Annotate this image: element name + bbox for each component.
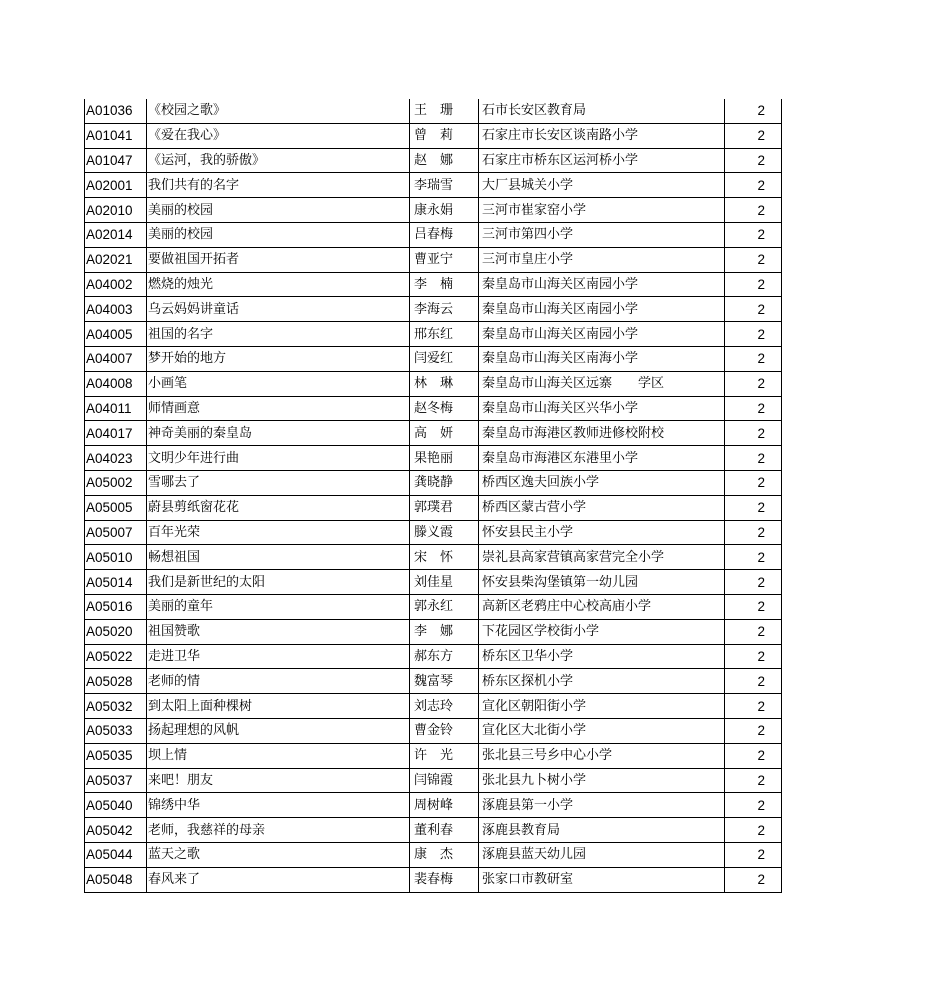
entry-author-cell: 龚晓静 (410, 470, 479, 495)
entry-unit-cell: 桥东区卫华小学 (479, 644, 725, 669)
table-row (85, 123, 782, 148)
table-row (85, 148, 782, 173)
entry-count-cell: 2 (725, 594, 782, 619)
entry-unit-cell: 宣化区朝阳街小学 (479, 694, 725, 719)
entry-author-cell: 周树峰 (410, 793, 479, 818)
entry-title-cell: 春风来了 (147, 867, 410, 892)
entry-code-cell: A05020 (85, 619, 147, 644)
entry-author-cell: 曹亚宁 (410, 247, 479, 272)
table-row (85, 718, 782, 743)
entry-unit-cell: 秦皇岛市山海关区南园小学 (479, 297, 725, 322)
entry-title-cell: 百年光荣 (147, 520, 410, 545)
entry-unit-cell: 秦皇岛市山海关区远寨 学区 (479, 371, 725, 396)
entry-title-cell: 乌云妈妈讲童话 (147, 297, 410, 322)
entry-count-cell: 2 (725, 371, 782, 396)
entry-code-cell: A05044 (85, 842, 147, 867)
entry-count-cell: 2 (725, 247, 782, 272)
entry-count-cell: 2 (725, 718, 782, 743)
entry-code-cell: A05032 (85, 694, 147, 719)
entry-count-cell: 2 (725, 842, 782, 867)
entry-author-cell: 裴春梅 (410, 867, 479, 892)
entry-title-cell: 神奇美丽的秦皇岛 (147, 421, 410, 446)
entry-author-cell: 康永娟 (410, 198, 479, 223)
entry-code-cell: A05022 (85, 644, 147, 669)
table-row (85, 322, 782, 347)
entry-code-cell: A05016 (85, 594, 147, 619)
entry-unit-cell: 涿鹿县教育局 (479, 818, 725, 843)
entry-title-cell: 坝上情 (147, 743, 410, 768)
entry-unit-cell: 三河市崔家窑小学 (479, 198, 725, 223)
table-row (85, 421, 782, 446)
entry-count-cell: 2 (725, 545, 782, 570)
table-row (85, 768, 782, 793)
entry-count-cell: 2 (725, 793, 782, 818)
entry-title-cell: 美丽的校园 (147, 222, 410, 247)
entry-title-cell: 美丽的童年 (147, 594, 410, 619)
entry-title-cell: 文明少年进行曲 (147, 446, 410, 471)
entry-title-cell: 《运河，我的骄傲》 (147, 148, 410, 173)
entry-author-cell: 许 光 (410, 743, 479, 768)
entry-code-cell: A01041 (85, 123, 147, 148)
entry-unit-cell: 秦皇岛市海港区东港里小学 (479, 446, 725, 471)
table-row (85, 446, 782, 471)
entry-author-cell: 林 琳 (410, 371, 479, 396)
entry-title-cell: 祖国的名字 (147, 322, 410, 347)
table-row (85, 842, 782, 867)
entry-title-cell: 老师，我慈祥的母亲 (147, 818, 410, 843)
entry-unit-cell: 秦皇岛市海港区教师进修校附校 (479, 421, 725, 446)
entry-title-cell: 畅想祖国 (147, 545, 410, 570)
entry-unit-cell: 怀安县柴沟堡镇第一幼儿园 (479, 570, 725, 595)
entry-unit-cell: 桥西区蒙古营小学 (479, 495, 725, 520)
entry-unit-cell: 涿鹿县蓝天幼儿园 (479, 842, 725, 867)
entry-count-cell: 2 (725, 867, 782, 892)
entry-title-cell: 到太阳上面种棵树 (147, 694, 410, 719)
entry-author-cell: 李瑞雪 (410, 173, 479, 198)
entry-author-cell: 李海云 (410, 297, 479, 322)
entry-unit-cell: 怀安县民主小学 (479, 520, 725, 545)
entry-count-cell: 2 (725, 346, 782, 371)
entry-title-cell: 锦绣中华 (147, 793, 410, 818)
table-row (85, 570, 782, 595)
entry-unit-cell: 下花园区学校街小学 (479, 619, 725, 644)
entry-author-cell: 高 妍 (410, 421, 479, 446)
entry-count-cell: 2 (725, 222, 782, 247)
table-row (85, 198, 782, 223)
entry-unit-cell: 宣化区大北街小学 (479, 718, 725, 743)
entry-author-cell: 吕春梅 (410, 222, 479, 247)
entries-table (84, 99, 782, 893)
entry-unit-cell: 秦皇岛市山海关区南园小学 (479, 272, 725, 297)
table-row (85, 545, 782, 570)
entry-count-cell: 2 (725, 669, 782, 694)
table-row (85, 669, 782, 694)
entry-count-cell: 2 (725, 446, 782, 471)
entry-count-cell: 2 (725, 818, 782, 843)
entry-unit-cell: 桥西区逸夫回族小学 (479, 470, 725, 495)
entry-author-cell: 赵冬梅 (410, 396, 479, 421)
entry-title-cell: 我们是新世纪的太阳 (147, 570, 410, 595)
table-row (85, 694, 782, 719)
entry-author-cell: 魏富琴 (410, 669, 479, 694)
entry-author-cell: 王 珊 (410, 99, 479, 123)
entry-author-cell: 闫爱红 (410, 346, 479, 371)
table-row (85, 396, 782, 421)
table-row (85, 495, 782, 520)
entry-count-cell: 2 (725, 470, 782, 495)
entry-code-cell: A01047 (85, 148, 147, 173)
entry-title-cell: 小画笔 (147, 371, 410, 396)
entry-title-cell: 扬起理想的风帆 (147, 718, 410, 743)
entry-count-cell: 2 (725, 123, 782, 148)
entry-code-cell: A04011 (85, 396, 147, 421)
entry-author-cell: 郝东方 (410, 644, 479, 669)
table-row (85, 346, 782, 371)
table-row (85, 272, 782, 297)
entry-code-cell: A05042 (85, 818, 147, 843)
entry-title-cell: 蔚县剪纸窗花花 (147, 495, 410, 520)
entry-title-cell: 祖国赞歌 (147, 619, 410, 644)
entry-author-cell: 宋 怀 (410, 545, 479, 570)
table-row (85, 594, 782, 619)
entry-title-cell: 美丽的校园 (147, 198, 410, 223)
entry-code-cell: A04002 (85, 272, 147, 297)
entry-count-cell: 2 (725, 396, 782, 421)
table-row (85, 173, 782, 198)
entry-count-cell: 2 (725, 743, 782, 768)
entry-count-cell: 2 (725, 198, 782, 223)
entry-author-cell: 赵 娜 (410, 148, 479, 173)
entry-author-cell: 郭永红 (410, 594, 479, 619)
entry-author-cell: 果艳丽 (410, 446, 479, 471)
entry-code-cell: A05014 (85, 570, 147, 595)
entry-unit-cell: 张家口市教研室 (479, 867, 725, 892)
entry-code-cell: A02021 (85, 247, 147, 272)
entry-author-cell: 李 娜 (410, 619, 479, 644)
entry-count-cell: 2 (725, 694, 782, 719)
entry-title-cell: 雪哪去了 (147, 470, 410, 495)
entry-unit-cell: 崇礼县高家营镇高家营完全小学 (479, 545, 725, 570)
entry-count-cell: 2 (725, 322, 782, 347)
entry-title-cell: 燃烧的烛光 (147, 272, 410, 297)
entry-code-cell: A04005 (85, 322, 147, 347)
table-row (85, 818, 782, 843)
entry-code-cell: A04017 (85, 421, 147, 446)
entry-code-cell: A05037 (85, 768, 147, 793)
entry-title-cell: 老师的情 (147, 669, 410, 694)
table-row (85, 743, 782, 768)
entry-unit-cell: 大厂县城关小学 (479, 173, 725, 198)
entry-code-cell: A05033 (85, 718, 147, 743)
table-row (85, 793, 782, 818)
entry-unit-cell: 秦皇岛市山海关区兴华小学 (479, 396, 725, 421)
table-row (85, 371, 782, 396)
entry-code-cell: A05010 (85, 545, 147, 570)
entry-count-cell: 2 (725, 272, 782, 297)
entries-table-body (85, 99, 782, 892)
entry-author-cell: 李 楠 (410, 272, 479, 297)
entry-count-cell: 2 (725, 421, 782, 446)
entry-unit-cell: 石家庄市桥东区运河桥小学 (479, 148, 725, 173)
entry-count-cell: 2 (725, 99, 782, 123)
entry-author-cell: 曾 莉 (410, 123, 479, 148)
entry-title-cell: 师情画意 (147, 396, 410, 421)
entry-author-cell: 曹金铃 (410, 718, 479, 743)
entry-code-cell: A05035 (85, 743, 147, 768)
entry-author-cell: 郭璞君 (410, 495, 479, 520)
table-row (85, 867, 782, 892)
entry-count-cell: 2 (725, 495, 782, 520)
table-row (85, 99, 782, 123)
entry-code-cell: A04003 (85, 297, 147, 322)
entry-title-cell: 梦开始的地方 (147, 346, 410, 371)
entry-unit-cell: 石家庄市长安区谈南路小学 (479, 123, 725, 148)
entry-count-cell: 2 (725, 520, 782, 545)
table-row (85, 619, 782, 644)
entry-author-cell: 邢东红 (410, 322, 479, 347)
entry-count-cell: 2 (725, 570, 782, 595)
entry-count-cell: 2 (725, 148, 782, 173)
entry-code-cell: A02001 (85, 173, 147, 198)
entry-code-cell: A05028 (85, 669, 147, 694)
entry-unit-cell: 桥东区探机小学 (479, 669, 725, 694)
entry-author-cell: 闫锦霞 (410, 768, 479, 793)
entry-title-cell: 来吧！朋友 (147, 768, 410, 793)
table-row (85, 644, 782, 669)
entry-count-cell: 2 (725, 173, 782, 198)
entry-title-cell: 蓝天之歌 (147, 842, 410, 867)
entry-code-cell: A04008 (85, 371, 147, 396)
entry-title-cell: 走进卫华 (147, 644, 410, 669)
table-row (85, 247, 782, 272)
table-row (85, 222, 782, 247)
entry-code-cell: A05040 (85, 793, 147, 818)
entry-author-cell: 刘佳星 (410, 570, 479, 595)
entry-unit-cell: 三河市皇庄小学 (479, 247, 725, 272)
table-row (85, 520, 782, 545)
entry-unit-cell: 石市长安区教育局 (479, 99, 725, 123)
entry-title-cell: 《校园之歌》 (147, 99, 410, 123)
table-row (85, 470, 782, 495)
entry-unit-cell: 张北县三号乡中心小学 (479, 743, 725, 768)
entry-code-cell: A04007 (85, 346, 147, 371)
entry-count-cell: 2 (725, 297, 782, 322)
entry-unit-cell: 涿鹿县第一小学 (479, 793, 725, 818)
entry-count-cell: 2 (725, 619, 782, 644)
entry-code-cell: A02010 (85, 198, 147, 223)
entry-author-cell: 滕义霞 (410, 520, 479, 545)
entry-code-cell: A05007 (85, 520, 147, 545)
entry-author-cell: 刘志玲 (410, 694, 479, 719)
entry-count-cell: 2 (725, 644, 782, 669)
entry-code-cell: A01036 (85, 99, 147, 123)
entry-code-cell: A05005 (85, 495, 147, 520)
entry-unit-cell: 张北县九卜树小学 (479, 768, 725, 793)
entry-code-cell: A02014 (85, 222, 147, 247)
entry-title-cell: 《爱在我心》 (147, 123, 410, 148)
entry-author-cell: 董利春 (410, 818, 479, 843)
entry-unit-cell: 秦皇岛市山海关区南海小学 (479, 346, 725, 371)
entry-code-cell: A05002 (85, 470, 147, 495)
table-row (85, 297, 782, 322)
entry-author-cell: 康 杰 (410, 842, 479, 867)
entry-code-cell: A04023 (85, 446, 147, 471)
entry-unit-cell: 高新区老鸦庄中心校高庙小学 (479, 594, 725, 619)
entry-title-cell: 我们共有的名字 (147, 173, 410, 198)
entry-count-cell: 2 (725, 768, 782, 793)
entry-unit-cell: 三河市第四小学 (479, 222, 725, 247)
entry-code-cell: A05048 (85, 867, 147, 892)
entry-title-cell: 要做祖国开拓者 (147, 247, 410, 272)
entry-unit-cell: 秦皇岛市山海关区南园小学 (479, 322, 725, 347)
